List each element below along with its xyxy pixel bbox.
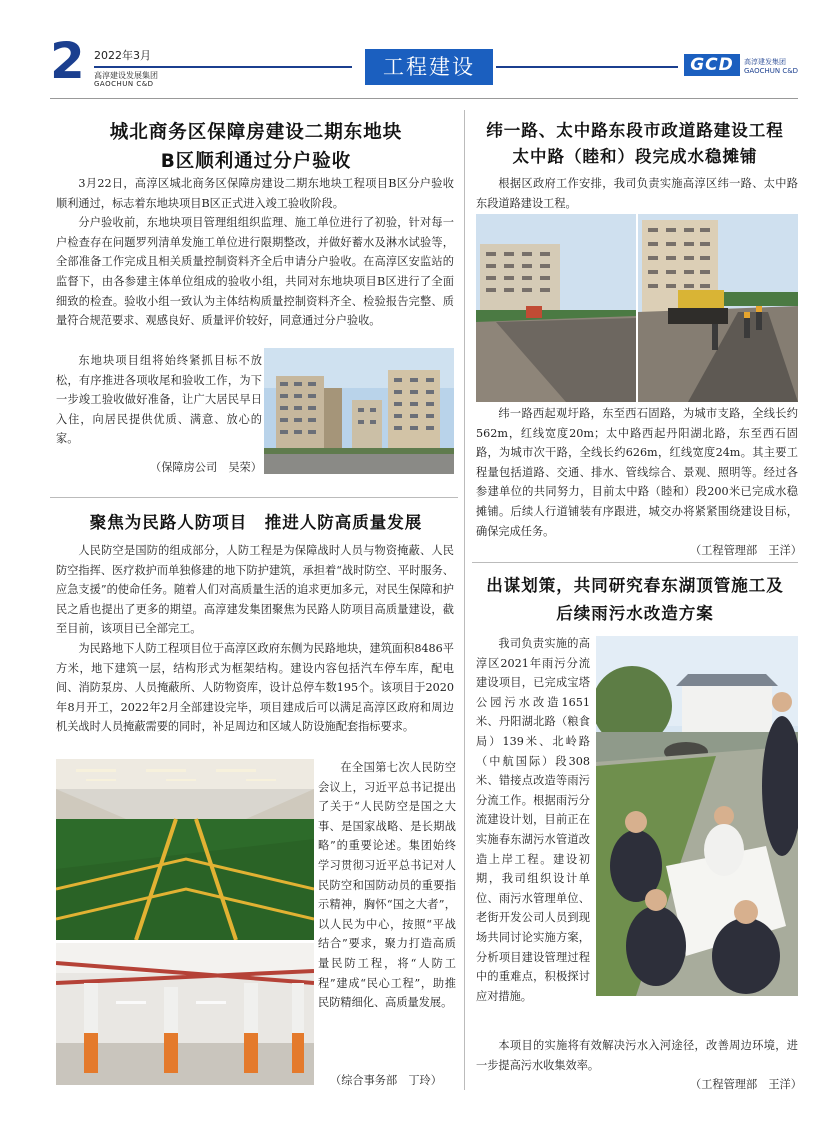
article1-title: 城北商务区保障房建设二期东地块 B区顺利通过分户验收 bbox=[109, 122, 403, 172]
article3-body-top bbox=[476, 174, 798, 213]
logo-name-en: GAOCHUN C&D bbox=[744, 67, 799, 75]
article3-byline: （工程管理部 王洋） bbox=[690, 544, 802, 557]
logo-name-cn: 高淳建发集团 bbox=[744, 58, 786, 66]
article4-body-bottom bbox=[476, 1036, 798, 1075]
page-header bbox=[0, 0, 830, 100]
article1-paragraph: 分户验收前，东地块项目管理组组织监理、施工单位进行了初验，针对每一户检查存在问题罗列清单发施工单位进行限期整改，并做好蓄水及淋水试验等，全部准备工作完成且相关质量控制资料齐全后申请分户验收。在高淳区安监站的监督下，由各参建主体单位组成的验收小组，共同对东地块项目B区进行了全面细致的检查。验收小组一致认为主体结构质量控制资料齐全、检验报告完整、质量符合规范要求、观感良好、质量评价较好，同意通过分户验收。 bbox=[56, 216, 454, 328]
page-number: 2 bbox=[50, 32, 85, 90]
header-rule-left bbox=[94, 66, 352, 68]
article3-paragraph: 纬一路西起观圩路，东至西石固路，为城市支路，全线长约562m，红线宽度20m；太中路西起丹阳湖北路，东至西石固路，为城市次干路，全线长约626m，红线宽度24m。其主要工程量包括道路、交通、排水、管线综合、景观、照明等。经过各参建单位的共同努力，目前太中路（睦和）段200米已完成水稳摊铺。后续人行道铺装有序跟进，城交办将紧紧围绕建设目标，确保完成任务。 bbox=[476, 407, 798, 538]
site-meeting-photo bbox=[596, 636, 798, 996]
article3-body bbox=[476, 404, 798, 541]
article1-body-wrap bbox=[56, 351, 262, 449]
road-construction-photo-right bbox=[638, 214, 798, 402]
article3-title: 纬一路、太中路东段市政道路建设工程 太中路（睦和）段完成水稳摊铺 bbox=[486, 121, 784, 166]
apartment-photo bbox=[264, 348, 454, 474]
article4-byline: （工程管理部 王洋） bbox=[690, 1078, 802, 1091]
article2-body bbox=[56, 541, 454, 737]
article2-title: 聚焦为民路人防项目 推进人防高质量发展 bbox=[89, 513, 423, 532]
header-rule-right bbox=[496, 66, 678, 68]
civil-defense-parking-garage-photo bbox=[56, 943, 314, 1085]
article2-paragraph: 在全国第七次人民防空会议上，习近平总书记提出了关于“人民防空是国之大事、是国家战略、是长期战略”的重要论述。集团始终学习贯彻习近平总书记对人民防空和国防动员的重要指示精神，胸怀“国之大者”，以人民为中心，按照“平战结合”要求，聚力打造高质量民防工程，将“人防工程”建成“民心工程”，助推民防精细化、高质量发展。 bbox=[318, 761, 456, 1010]
article2-byline: （综合事务部 丁玲） bbox=[330, 1074, 442, 1087]
article4-paragraph: 本项目的实施将有效解决污水入河途径，改善周边环境，进一步提高污水收集效率。 bbox=[476, 1039, 798, 1072]
article1-byline: （保障房公司 吴荣） bbox=[150, 461, 262, 474]
article2-body-wrap bbox=[318, 758, 456, 1013]
gcd-logo: GCD bbox=[684, 54, 740, 76]
article4-body-wrap bbox=[476, 634, 590, 1006]
article1-paragraph: 3月22日，高淳区城北商务区保障房建设二期东地块工程项目B区分户验收顺利通过，标志着东地块项目B区正式进入竣工验收阶段。 bbox=[56, 177, 454, 210]
column-divider bbox=[464, 110, 465, 1090]
org-name-cn: 高淳建设发展集团 bbox=[94, 71, 158, 80]
left-section-divider bbox=[50, 497, 458, 498]
issue-date: 2022年3月 bbox=[94, 49, 151, 62]
article1-paragraph: 东地块项目组将始终紧抓目标不放松，有序推进各项收尾和验收工作，为下一步竣工验收做好准备，让广大居民早日入住，向居民提供优质、满意、放心的家。 bbox=[56, 354, 262, 446]
header-bottom-rule bbox=[50, 98, 798, 99]
article4-paragraph: 我司负责实施的高淳区2021年雨污分流建设项目，已完成宝塔公园污水改造1651米、丹阳湖北路（粮食局）139米、北岭路（中航国际）段308米、错接点改造等雨污分流工作。根据雨污分流建设计划，目前正在实施春东湖污水管道改造上岸工程。建设初期，我司组织设计单位、雨污水管理单位、老街开发公司人员到现场共同讨论实施方案，分析项目建设管理过程中的重难点，积极探讨应对措施。 bbox=[476, 637, 590, 1003]
article3-paragraph: 根据区政府工作安排，我司负责实施高淳区纬一路、太中路东段道路建设工程。 bbox=[476, 177, 798, 210]
article2-paragraph: 人民防空是国防的组成部分，人防工程是为保障战时人员与物资掩蔽、人民防空指挥、医疗救护而单独修建的地下防护建筑，承担着“战时防空、平时服务、应急支援”的使命任务。随着人们对高质量生活的追求更加多元，对民生保障和护民之盾也提出了更多的期望。高淳建发集团聚焦为民路人防项目高质量建设，截至目前，该项目已全部完工。 bbox=[56, 544, 454, 636]
article2-paragraph: 为民路地下人防工程项目位于高淳区政府东侧为民路地块，建筑面积8486平方米，地下建筑一层，结构形式为框架结构。建设内容包括汽车停车库，配电间、消防泵房、人员掩蔽所、人防物资库，设计总停车数195个。该项目于2020年8月开工，2022年2月全部建设完毕，项目建成后可以满足高淳区政府和周边机关战时人员掩蔽需要的同时，补足周边和区域人防设施配套指标要求。 bbox=[56, 641, 454, 734]
road-construction-photo-left bbox=[476, 214, 636, 402]
civil-defense-green-floor-photo bbox=[56, 759, 314, 940]
section-title: 工程建设 bbox=[365, 49, 493, 85]
org-name-en: GAOCHUN C&D bbox=[94, 80, 154, 88]
article1-body bbox=[56, 174, 454, 331]
article4-title: 出谋划策，共同研究春东湖顶管施工及 后续雨污水改造方案 bbox=[486, 576, 784, 623]
right-section-divider bbox=[472, 562, 798, 563]
